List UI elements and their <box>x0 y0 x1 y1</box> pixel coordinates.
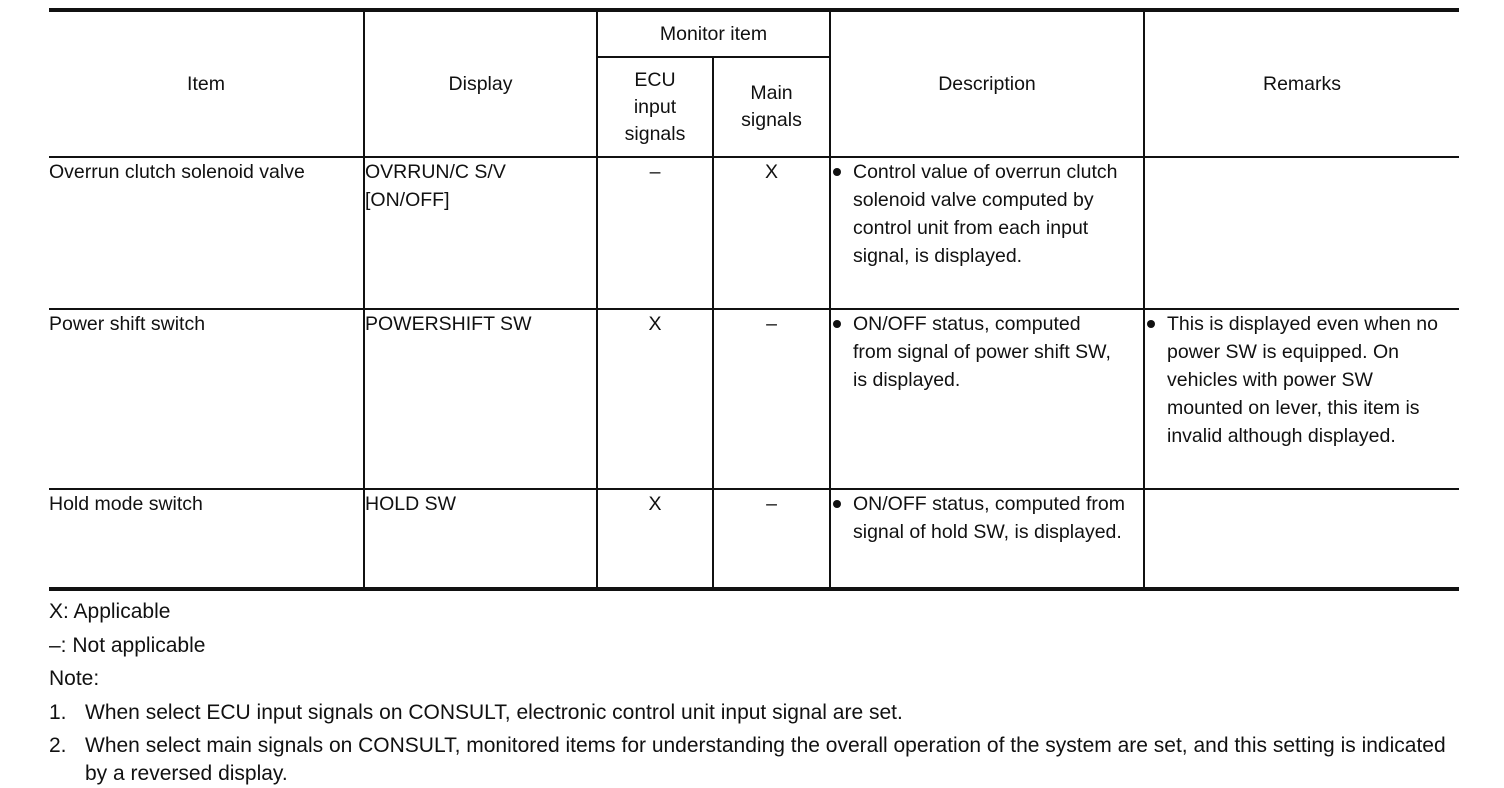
row-remarks <box>1144 309 1459 489</box>
row-display: POWERSHIFT SW <box>364 309 597 489</box>
row-main-mark: – <box>713 489 830 589</box>
table-row <box>49 489 1459 589</box>
note-item <box>49 729 1459 788</box>
row-remarks <box>1144 489 1459 589</box>
row-item: Overrun clutch solenoid valve <box>49 157 364 309</box>
description-text: ON/OFF status, computed from signal of power shift SW, is displayed. <box>853 313 1111 391</box>
header-remarks: Remarks <box>1144 10 1459 157</box>
legend-applicable: X: Applicable <box>49 600 171 623</box>
row-main-mark: – <box>713 309 830 489</box>
note-label: Note: <box>49 667 100 690</box>
row-remarks <box>1144 157 1459 309</box>
monitor-items-table <box>49 8 1459 591</box>
header-item: Item <box>49 10 364 157</box>
row-item: Hold mode switch <box>49 489 364 589</box>
note-text: When select main signals on CONSULT, monitored items for understanding the overall operation of the system are set, and this setting is indicated by a reversed display. <box>85 734 1446 785</box>
note-item <box>49 696 1459 730</box>
row-description <box>830 309 1144 489</box>
row-description <box>830 489 1144 589</box>
description-text: ON/OFF status, computed from signal of hold SW, is displayed. <box>853 493 1125 543</box>
table-row <box>49 157 1459 309</box>
row-description <box>830 157 1144 309</box>
header-monitor-item: Monitor item <box>597 10 830 57</box>
bullet-icon <box>833 168 841 176</box>
bullet-icon <box>1147 320 1155 328</box>
remarks-text: This is displayed even when no power SW is equipped. On vehicles with power SW mounted on lever, this item is invalid although displayed. <box>1167 313 1438 447</box>
row-main-mark: X <box>713 157 830 309</box>
table-row <box>49 309 1459 489</box>
row-item: Power shift switch <box>49 309 364 489</box>
note-text: When select ECU input signals on CONSULT, electronic control unit input signal are set. <box>85 700 903 724</box>
row-ecu-mark: – <box>597 157 713 309</box>
description-text: Control value of overrun clutch solenoid valve computed by control unit from each input signal, is displayed. <box>853 161 1118 267</box>
note-number: 2. <box>49 734 67 757</box>
header-ecu-input-signals: ECU input signals <box>597 57 713 157</box>
row-ecu-mark: X <box>597 309 713 489</box>
header-display: Display <box>364 10 597 157</box>
note-number: 1. <box>49 700 67 724</box>
bullet-icon <box>833 500 841 508</box>
notes-section <box>49 595 1459 788</box>
legend-not-applicable: –: Not applicable <box>49 633 206 657</box>
header-main-signals: Main signals <box>713 57 830 157</box>
row-display: HOLD SW <box>364 489 597 589</box>
document <box>49 8 1459 788</box>
bullet-icon <box>833 320 841 328</box>
row-ecu-mark: X <box>597 489 713 589</box>
row-display: OVRRUN/C S/V [ON/OFF] <box>364 157 597 309</box>
header-description: Description <box>830 10 1144 157</box>
